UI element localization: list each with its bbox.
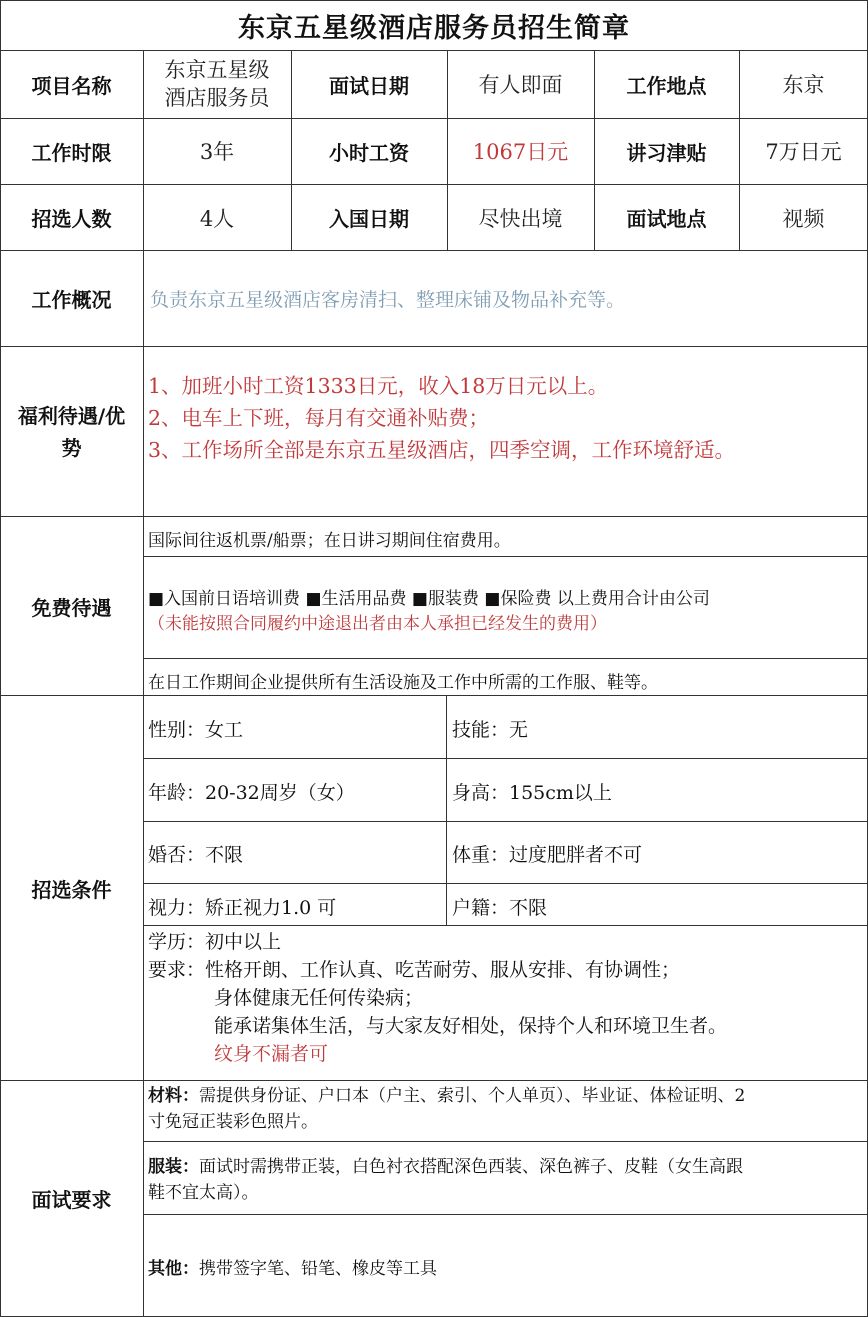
benefit-item: 1、加班小时工资1333日元，收入18万日元以上。 bbox=[148, 374, 609, 398]
grid-divider bbox=[143, 250, 144, 347]
condition-requirements bbox=[148, 928, 727, 1068]
value-training-allowance: 7万日元 bbox=[765, 140, 842, 164]
label-project-name: 项目名称 bbox=[31, 73, 112, 98]
label-interview-place: 面试地点 bbox=[626, 207, 707, 231]
benefits-list bbox=[148, 370, 735, 466]
label-headcount: 招选人数 bbox=[31, 207, 112, 231]
label-free-benefits: 免费待遇 bbox=[31, 595, 112, 620]
condition-weight: 体重：过度肥胖者不可 bbox=[452, 844, 643, 866]
label-interview-date: 面试日期 bbox=[329, 73, 409, 98]
grid-divider bbox=[143, 1214, 868, 1215]
benefit-item: 2、电车上下班，每月有交通补贴费； bbox=[148, 406, 490, 430]
interview-materials bbox=[148, 1083, 745, 1135]
requirement-text: 性格开朗、工作认真、吃苦耐劳、服从安排、有协调性； bbox=[205, 959, 681, 981]
materials-line2: 寸免冠正装彩色照片。 bbox=[148, 1112, 318, 1132]
value-work-term: 3年 bbox=[199, 140, 235, 164]
grid-divider bbox=[143, 695, 144, 1081]
grid-divider bbox=[143, 758, 868, 759]
grid-divider bbox=[143, 346, 144, 517]
interview-other bbox=[148, 1254, 437, 1279]
interview-attire bbox=[148, 1154, 743, 1206]
value-headcount: 4人 bbox=[199, 206, 235, 231]
label-benefits bbox=[0, 346, 143, 517]
condition-marital: 婚否：不限 bbox=[148, 844, 244, 866]
grid-divider bbox=[143, 556, 868, 557]
requirements-prefix: 要求： bbox=[148, 959, 206, 981]
grid-divider bbox=[143, 883, 868, 884]
value-interview-date: 有人即面 bbox=[478, 73, 563, 97]
work-overview-text: 负责东京五星级酒店客房清扫、整理床铺及物品补充等。 bbox=[150, 289, 626, 311]
page-title: 东京五星级酒店服务员招生简章 bbox=[238, 12, 630, 44]
tattoo-note: 纹身不漏者可 bbox=[214, 1043, 329, 1065]
value-entry-date: 尽快出境 bbox=[478, 206, 563, 231]
label-benefits-line2: 势 bbox=[61, 435, 82, 460]
grid-divider bbox=[143, 1080, 144, 1317]
label-benefits-line1: 福利待遇/优 bbox=[17, 403, 126, 428]
other-text: 携带签字笔、铅笔、橡皮等工具 bbox=[199, 1259, 437, 1279]
label-entry-date: 入国日期 bbox=[329, 207, 409, 231]
requirement-line bbox=[148, 956, 727, 984]
materials-label: 材料： bbox=[148, 1086, 199, 1106]
benefit-item: 3、工作场所全部是东京五星级酒店，四季空调，工作环境舒适。 bbox=[148, 438, 736, 462]
condition-height: 身高：155cm以上 bbox=[452, 782, 612, 804]
label-work-overview: 工作概况 bbox=[31, 288, 112, 312]
free-line-1: 国际间往返机票/船票；在日讲习期间住宿费用。 bbox=[148, 531, 511, 551]
value-interview-place: 视频 bbox=[782, 206, 825, 231]
value-project-name-line1: 东京五星级 bbox=[164, 58, 270, 82]
condition-education: 学历：初中以上 bbox=[148, 931, 282, 953]
condition-household: 户籍：不限 bbox=[452, 897, 548, 919]
requirement-line: 能承诺集体生活，与大家友好相处，保持个人和环境卫生者。 bbox=[214, 1015, 728, 1037]
requirement-line: 身体健康无任何传染病； bbox=[214, 987, 424, 1009]
condition-gender: 性别：女工 bbox=[148, 719, 244, 741]
value-work-location: 东京 bbox=[782, 73, 825, 97]
value-project-name-line2: 酒店服务员 bbox=[164, 86, 270, 110]
value-project-name bbox=[143, 50, 291, 118]
label-hourly-wage: 小时工资 bbox=[329, 140, 409, 165]
label-training-allowance: 讲习津贴 bbox=[626, 140, 707, 165]
free-line-2: ■入国前日语培训费 ■生活用品费 ■服装费 ■保险费 以上费用合计由公司 bbox=[148, 589, 710, 609]
attire-line2: 鞋不宜太高）。 bbox=[148, 1183, 259, 1203]
grid-divider bbox=[143, 1141, 868, 1142]
condition-skill: 技能：无 bbox=[452, 719, 529, 741]
free-line-3: 在日工作期间企业提供所有生活设施及工作中所需的工作服、鞋等。 bbox=[148, 673, 658, 693]
label-work-term: 工作时限 bbox=[31, 140, 112, 165]
label-conditions: 招选条件 bbox=[31, 877, 112, 902]
grid-divider bbox=[143, 821, 868, 822]
grid-divider bbox=[143, 925, 868, 926]
attire-label: 服装： bbox=[148, 1157, 199, 1177]
grid-divider bbox=[143, 516, 144, 696]
grid-divider bbox=[446, 695, 447, 925]
label-interview-requirements: 面试要求 bbox=[31, 1188, 112, 1212]
other-label: 其他： bbox=[148, 1259, 199, 1279]
free-line-2-note: （未能按照合同履约中途退出者由本人承担已经发生的费用） bbox=[148, 614, 607, 634]
condition-age: 年龄：20-32周岁（女） bbox=[148, 782, 355, 804]
grid-divider bbox=[143, 658, 868, 659]
materials-line1: 需提供身份证、户口本（户主、索引、个人单页）、毕业证、体检证明、2 bbox=[199, 1086, 746, 1106]
condition-vision: 视力：矫正视力1.0 可 bbox=[148, 897, 337, 919]
value-hourly-wage: 1067日元 bbox=[472, 140, 569, 164]
attire-line1: 面试时需携带正装，白色衬衣搭配深色西装、深色裤子、皮鞋（女生高跟 bbox=[199, 1157, 743, 1177]
label-work-location: 工作地点 bbox=[626, 73, 707, 98]
